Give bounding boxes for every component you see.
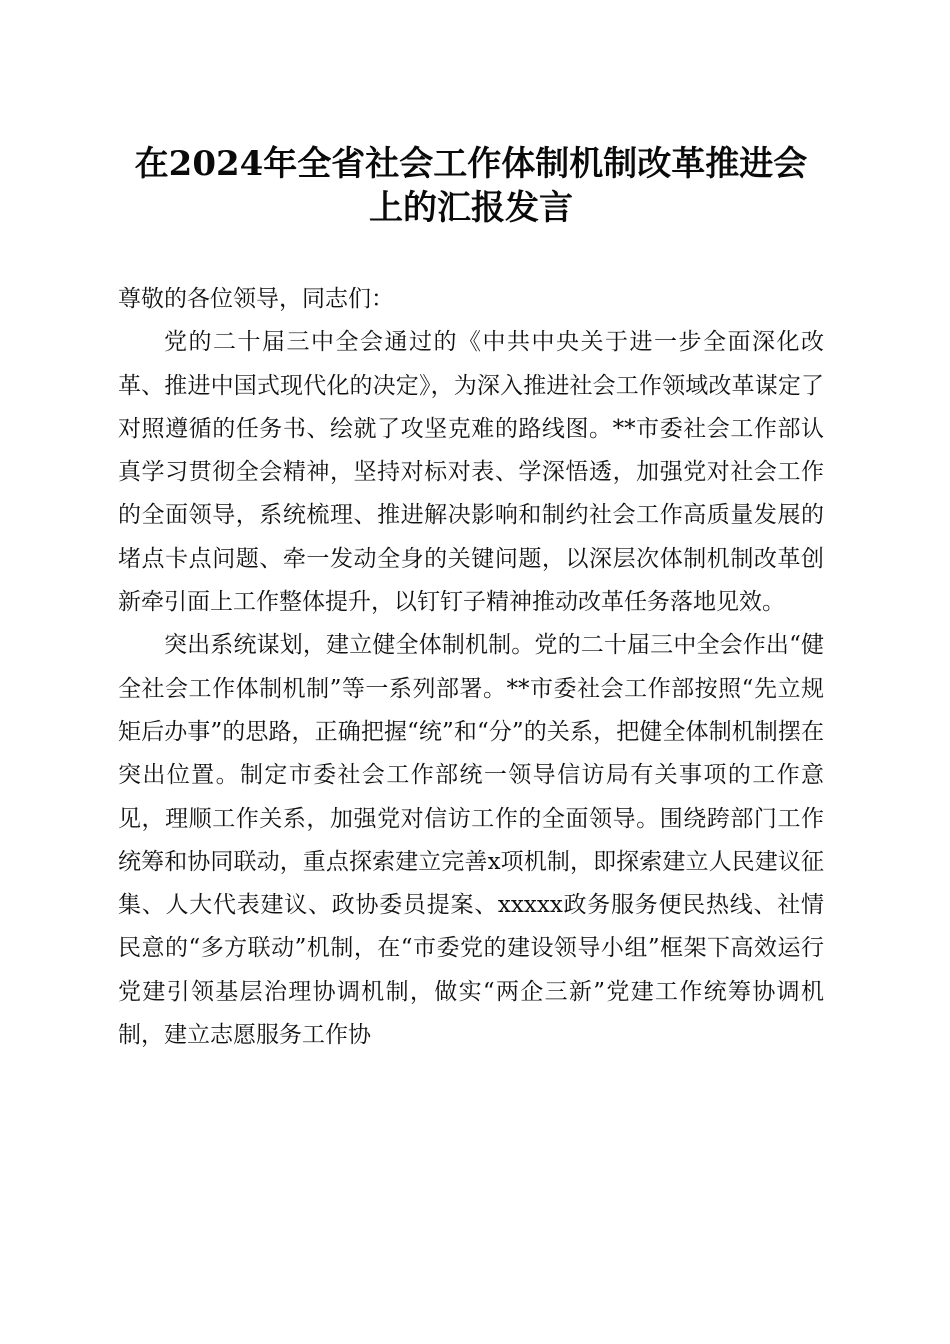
paragraph-intro: 党的二十届三中全会通过的《中共中央关于进一步全面深化改革、推进中国式现代化的决定》，为深入推进社会工作领域改革谋定了对照遵循的任务书、绘就了攻坚克难的路线图。**市委社会工作部认真学习贯彻全会精神，坚持对标对表、学深悟透，加强党对社会工作的全面领导，系统梳理、推进解决影响和制约社会工作高质量发展的堵点卡点问题、牵一发动全身的关键问题，以深层次体制机制改革创新牵引面上工作整体提升，以钉钉子精神推动改革任务落地见效。 bbox=[118, 329, 824, 616]
document-title: 在2024年全省社会工作体制机制改革推进会上的汇报发言 bbox=[134, 144, 808, 228]
document-page bbox=[118, 130, 824, 1057]
salutation: 尊敬的各位领导，同志们： bbox=[118, 286, 394, 312]
paragraph-system-planning: 突出系统谋划，建立健全体制机制。党的二十届三中全会作出“健全社会工作体制机制”等一系列部署。**市委社会工作部按照“先立规矩后办事”的思路，正确把握“统”和“分”的关系，把健全体制机制摆在突出位置。制定市委社会工作部统一领导信访局有关事项的工作意见，理顺工作关系，加强党对信访工作的全面领导。围绕跨部门工作统筹和协同联动，重点探索建立完善x项机制，即探索建立人民建议征集、人大代表建议、政协委员提案、xxxxx政务服务便民热线、社情民意的“多方联动”机制，在“市委党的建设领导小组”框架下高效运行党建引领基层治理协调机制，做实“两企三新”党建工作统筹协调机制，建立志愿服务工作协 bbox=[118, 632, 824, 1049]
